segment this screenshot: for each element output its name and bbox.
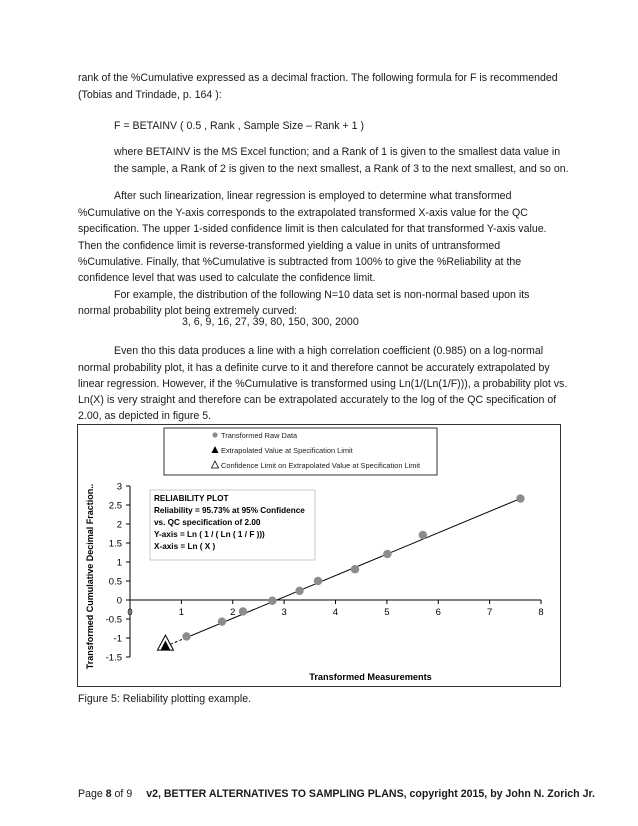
page-number: 8 bbox=[105, 788, 112, 800]
paragraph-line: normal probability plot, it has a definite curve to it and therefore cannot be accurately extrapolated by bbox=[78, 362, 550, 374]
reliability-chart bbox=[77, 424, 561, 687]
annotation-line: Y-axis = Ln ( 1 / ( Ln ( 1 / F ))) bbox=[154, 530, 265, 539]
footer-title: v2, BETTER ALTERNATIVES TO SAMPLING PLANS, copyright 2015, by John N. Zorich Jr. bbox=[146, 788, 595, 800]
y-tick-label: 0 bbox=[116, 595, 122, 607]
paragraph-line: where BETAINV is the MS Excel function; and a Rank of 1 is given to the smallest data value in bbox=[114, 146, 561, 158]
legend-label: Extrapolated Value at Specification Limit bbox=[221, 446, 353, 455]
data-point bbox=[295, 587, 303, 595]
paragraph-line: rank of the %Cumulative expressed as a decimal fraction. The following formula for F is recommended bbox=[78, 72, 558, 84]
y-tick-label: 2.5 bbox=[108, 500, 122, 512]
annotation-line: vs. QC specification of 2.00 bbox=[154, 518, 261, 527]
formula: F = BETAINV ( 0.5 , Rank , Sample Size – Rank + 1 ) bbox=[114, 120, 365, 132]
paragraph-line: linear regression. However, if the %Cumulative is transformed using Ln(1/(Ln(1/F))), a probability plot vs. bbox=[78, 378, 568, 390]
x-tick-label: 4 bbox=[332, 607, 339, 618]
y-tick-label: 2 bbox=[116, 519, 122, 531]
paragraph-line: (Tobias and Trindade, p. 164 ): bbox=[78, 89, 222, 101]
y-tick-label: -1 bbox=[113, 633, 122, 645]
paragraph-line: specification. The upper 1-sided confidence limit is then calculated for that transformed Y-axis value. bbox=[78, 223, 547, 235]
legend-circle-icon bbox=[212, 432, 217, 437]
y-axis-title: Transformed Cumulative Decimal Fraction.. bbox=[85, 483, 95, 670]
data-point bbox=[218, 617, 226, 625]
annotation-line: X-axis = Ln ( X ) bbox=[154, 542, 216, 551]
paragraph-line: confidence level that was used to calculate the confidence limit. bbox=[78, 272, 376, 284]
paragraph-line: %Cumulative on the Y-axis corresponds to the extrapolated transformed X-axis value for the QC bbox=[78, 207, 528, 219]
legend-label: Confidence Limit on Extrapolated Value at Specification Limit bbox=[221, 461, 421, 470]
dataset-values: 3, 6, 9, 16, 27, 39, 80, 150, 300, 2000 bbox=[182, 316, 359, 328]
paragraph-line: normal probability plot being extremely curved: bbox=[78, 305, 298, 317]
data-point bbox=[182, 632, 190, 640]
x-tick-label: 1 bbox=[178, 607, 185, 618]
figure-caption: Figure 5: Reliability plotting example. bbox=[78, 693, 252, 705]
paragraph-line: After such linearization, linear regression is employed to determine what transformed bbox=[114, 190, 512, 202]
paragraph-line: Ln(X) is very straight and therefore can be extrapolated accurately to the log of the QC specification of bbox=[78, 394, 557, 406]
data-point bbox=[516, 494, 524, 502]
page-footer bbox=[78, 788, 595, 800]
paragraph-line: 2.00, as depicted in figure 5. bbox=[78, 410, 212, 422]
x-tick-label: 2 bbox=[230, 607, 236, 618]
y-tick-label: 3 bbox=[116, 481, 122, 493]
page-of: of bbox=[111, 788, 127, 800]
data-point bbox=[314, 577, 322, 585]
x-tick-label: 0 bbox=[127, 607, 133, 618]
page-total: 9 bbox=[126, 788, 133, 800]
paragraph-line: Then the confidence limit is reverse-transformed yielding a value in units of untransformed bbox=[78, 240, 501, 252]
x-tick-label: 5 bbox=[384, 607, 390, 618]
data-point bbox=[268, 597, 276, 605]
data-point bbox=[351, 565, 359, 573]
annotation-line: RELIABILITY PLOT bbox=[154, 494, 229, 503]
paragraph-line: Even tho this data produces a line with a high correlation coefficient (0.985) on a log-normal bbox=[114, 345, 544, 357]
data-point bbox=[239, 607, 247, 615]
y-tick-label: 1 bbox=[116, 557, 122, 569]
y-tick-label: -0.5 bbox=[105, 614, 122, 626]
x-axis-title: Transformed Measurements bbox=[309, 672, 432, 682]
y-tick-label: 1.5 bbox=[108, 538, 122, 550]
y-tick-label: -1.5 bbox=[105, 652, 122, 664]
page-prefix: Page bbox=[78, 788, 106, 800]
annotation-line: Reliability = 95.73% at 95% Confidence bbox=[154, 506, 305, 515]
x-tick-label: 7 bbox=[486, 607, 493, 618]
x-tick-label: 3 bbox=[281, 607, 287, 618]
paragraph-line: For example, the distribution of the following N=10 data set is non-normal based upon its bbox=[114, 289, 530, 301]
y-tick-label: 0.5 bbox=[108, 576, 122, 588]
legend-label: Transformed Raw Data bbox=[221, 431, 298, 440]
paragraph-line: %Cumulative. Finally, that %Cumulative is subtracted from 100% to give the %Reliability at the bbox=[78, 256, 522, 268]
chart-canvas bbox=[78, 425, 560, 686]
data-point bbox=[419, 531, 427, 539]
data-point bbox=[383, 550, 391, 558]
x-tick-label: 6 bbox=[435, 607, 441, 618]
x-tick-label: 8 bbox=[538, 607, 544, 618]
paragraph-line: the sample, a Rank of 2 is given to the next smallest, a Rank of 3 to the next smallest, and so on. bbox=[114, 163, 569, 175]
